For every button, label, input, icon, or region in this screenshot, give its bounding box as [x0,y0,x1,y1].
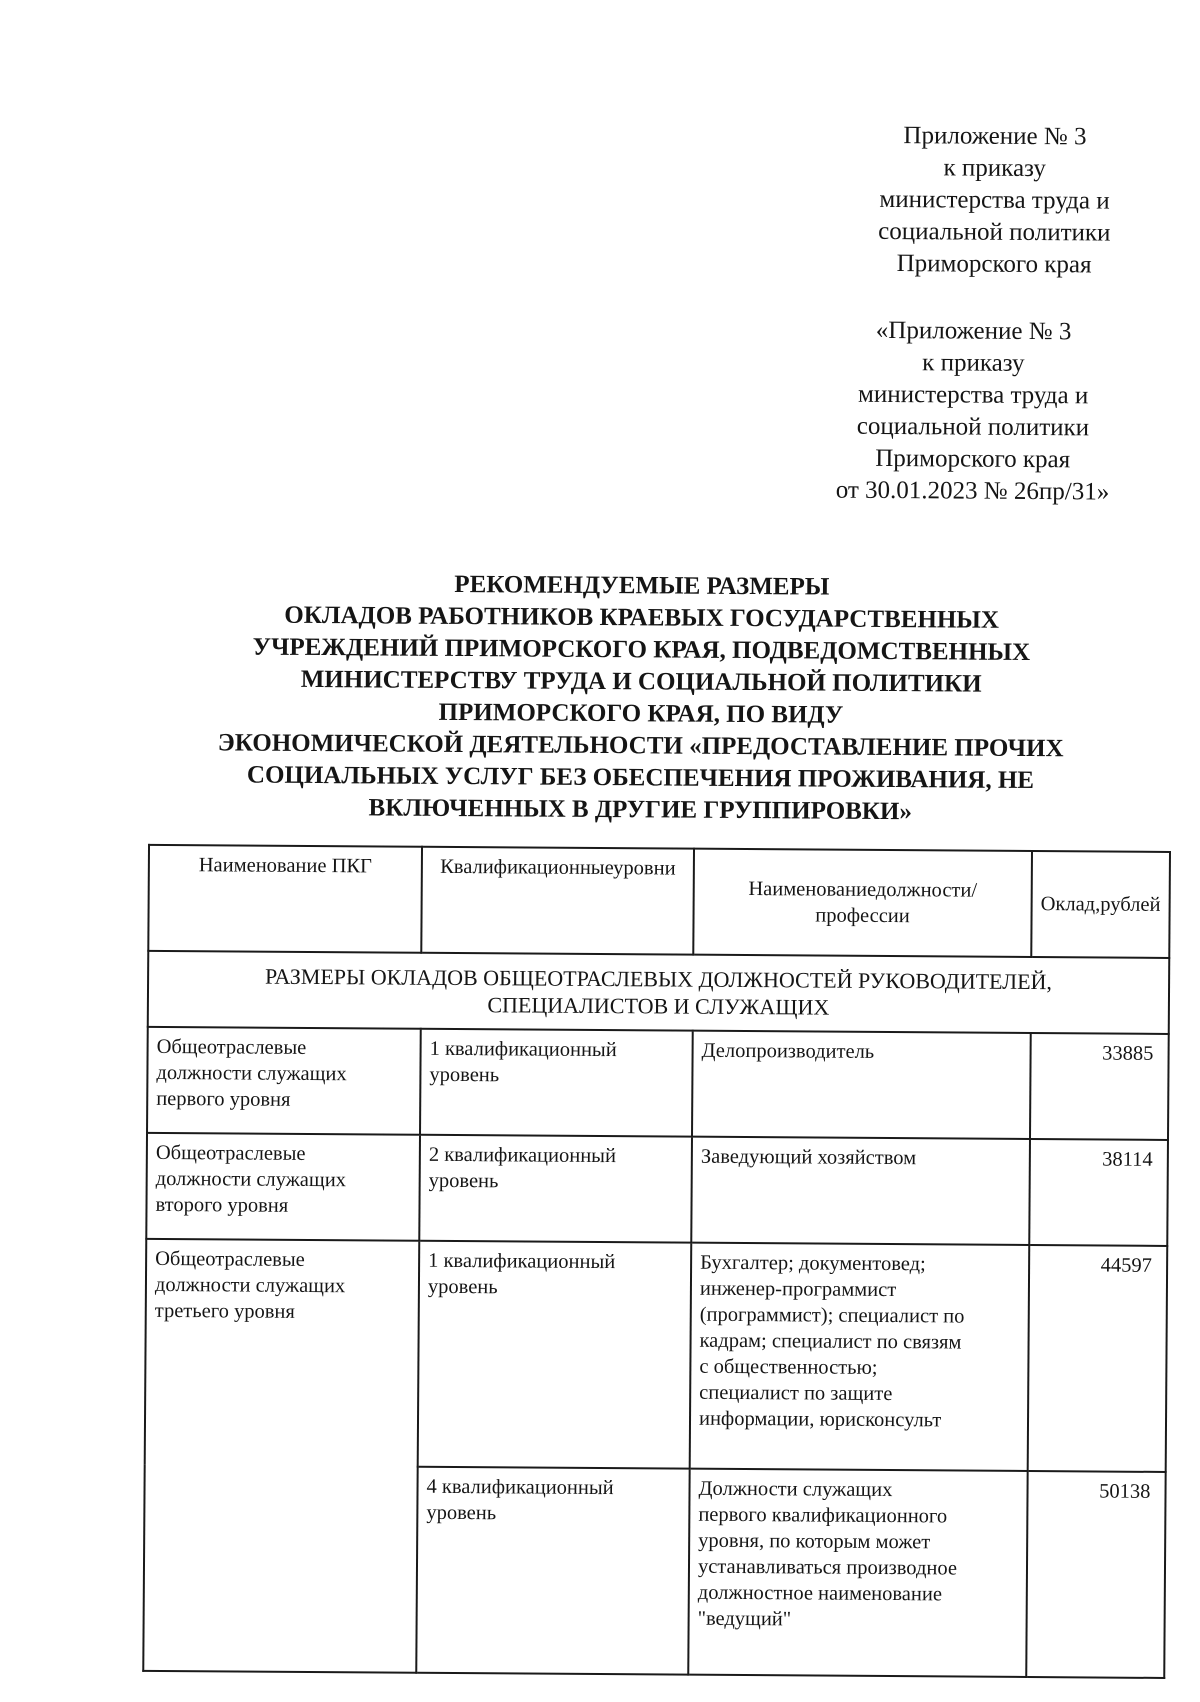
title-line: ПРИМОРСКОГО КРАЯ, ПО ВИДУ [438,698,844,729]
cell-text-line: Бухгалтер; документовед; [700,1251,926,1276]
salary-table [142,844,1171,1679]
cell-text-line: Общеотраслевые [155,1141,306,1165]
header-salary-line: Оклад, [1040,893,1101,916]
cell-position [692,1031,1031,1139]
header-pkg-label: Наименование ПКГ [198,854,373,878]
section-title [148,951,1169,1034]
appendix-header-original [812,314,1133,508]
appendix-line: Приморского края [875,444,1071,474]
section-title-line: СПЕЦИАЛИСТОВ И СЛУЖАЩИХ [487,992,830,1020]
cell-pkg [147,1027,421,1135]
cell-salary: 44597 [1028,1245,1167,1472]
table-row [146,1133,1168,1246]
cell-position [691,1137,1030,1245]
header-salary-line: рублей [1100,893,1161,916]
appendix-line: социальной политики [856,412,1090,442]
cell-text-line: инженер-программист [699,1277,897,1302]
title-line: МИНИСТЕРСТВУ ТРУДА И СОЦИАЛЬНОЙ ПОЛИТИКИ [300,665,982,698]
cell-pkg [143,1239,419,1673]
header-levels-line: Квалификационные [440,855,614,880]
appendix-header-current [834,120,1155,282]
cell-text-line: должностное наименование [697,1581,943,1606]
section-title-row [148,951,1169,1034]
cell-text-line: Заведующий хозяйством [700,1145,917,1170]
cell-salary: 38114 [1029,1139,1168,1246]
cell-text-line: уровень [428,1169,499,1193]
cell-text-line: Общеотраслевые [156,1035,307,1059]
appendix-line: к приказу [943,154,1047,183]
header-salary [1031,851,1170,958]
table-row [147,1027,1169,1140]
header-position-line: Наименование [748,878,876,901]
cell-text-line: 4 квалификационный [426,1475,614,1500]
cell-text-line: должности служащих [155,1167,347,1192]
appendix-line: от 30.01.2023 № 26пр/31» [835,476,1110,506]
cell-level [420,1029,693,1137]
cell-text-line: Делопроизводитель [701,1039,875,1063]
cell-text-line: второго уровня [155,1193,289,1217]
cell-text-line: уровень [427,1275,498,1299]
cell-level [416,1467,689,1675]
cell-text-line: уровня, по которым может [698,1529,931,1554]
cell-text-line: уровень [426,1501,497,1525]
cell-text-line: (программист); специалист по [699,1303,965,1328]
cell-text-line: специалист по защите [699,1381,893,1406]
cell-position [688,1469,1027,1677]
cell-salary: 33885 [1030,1033,1169,1140]
table-header-row [148,845,1170,958]
title-line: ВКЛЮЧЕННЫХ В ДРУГИЕ ГРУППИРОВКИ» [368,794,913,826]
header-pkg [148,845,422,953]
table-row [145,1239,1167,1472]
cell-text-line: кадрам; специалист по связям [699,1329,962,1354]
cell-text-line: должности служащих [154,1273,346,1298]
section-title-line: РАЗМЕРЫ ОКЛАДОВ ОБЩЕОТРАСЛЕВЫХ ДОЛЖНОСТЕЙ РУКОВОДИТЕЛЕЙ, [264,963,1053,995]
cell-text-line: первого квалификационного [698,1503,948,1528]
cell-pkg [146,1133,420,1241]
appendix-line: «Приложение № 3 [875,316,1072,346]
cell-text-line: с общественностью; [699,1355,878,1379]
cell-text-line: Общеотраслевые [155,1247,305,1271]
header-position-line: должности/профессии [815,878,978,928]
title-line: ОКЛАДОВ РАБОТНИКОВ КРАЕВЫХ ГОСУДАРСТВЕННЫХ [284,601,1000,634]
title-line: ЭКОНОМИЧЕСКОЙ ДЕЯТЕЛЬНОСТИ «ПРЕДОСТАВЛЕНИЕ ПРОЧИХ [217,729,1064,763]
title-line: РЕКОМЕНДУЕМЫЕ РАЗМЕРЫ [454,570,830,601]
appendix-line: министерства труда и [857,380,1089,410]
cell-text-line: "ведущий" [697,1607,792,1631]
cell-level [419,1135,692,1243]
cell-text-line: должности служащих [156,1061,347,1086]
salary-table-container [142,844,1171,1679]
cell-text-line: первого уровня [156,1087,291,1111]
document-title [150,567,1132,830]
cell-level [418,1241,692,1469]
cell-text-line: Должности служащих [698,1477,893,1502]
header-position [693,849,1032,957]
cell-position [690,1243,1030,1471]
cell-text-line: 1 квалификационный [429,1037,617,1062]
cell-text-line: 1 квалификационный [428,1249,616,1274]
cell-text-line: уровень [429,1063,500,1087]
cell-text-line: 2 квалификационный [428,1143,617,1168]
title-line: СОЦИАЛЬНЫХ УСЛУГ БЕЗ ОБЕСПЕЧЕНИЯ ПРОЖИВАНИЯ, НЕ [246,761,1035,795]
cell-salary: 50138 [1026,1471,1165,1678]
appendix-line: Приложение № 3 [903,122,1087,151]
cell-text-line: информации, юрисконсульт [698,1407,942,1432]
appendix-line: социальной политики [878,217,1111,247]
cell-text-line: третьего уровня [154,1299,295,1323]
title-line: УЧРЕЖДЕНИЙ ПРИМОРСКОГО КРАЯ, ПОДВЕДОМСТВЕННЫХ [252,633,1031,666]
header-levels-line: уровни [613,857,676,880]
appendix-line: Приморского края [896,250,1092,279]
appendix-line: министерства труда и [879,185,1110,215]
cell-text-line: устанавливаться производное [697,1555,958,1580]
header-levels [421,847,694,955]
appendix-line: к приказу [922,349,1025,377]
